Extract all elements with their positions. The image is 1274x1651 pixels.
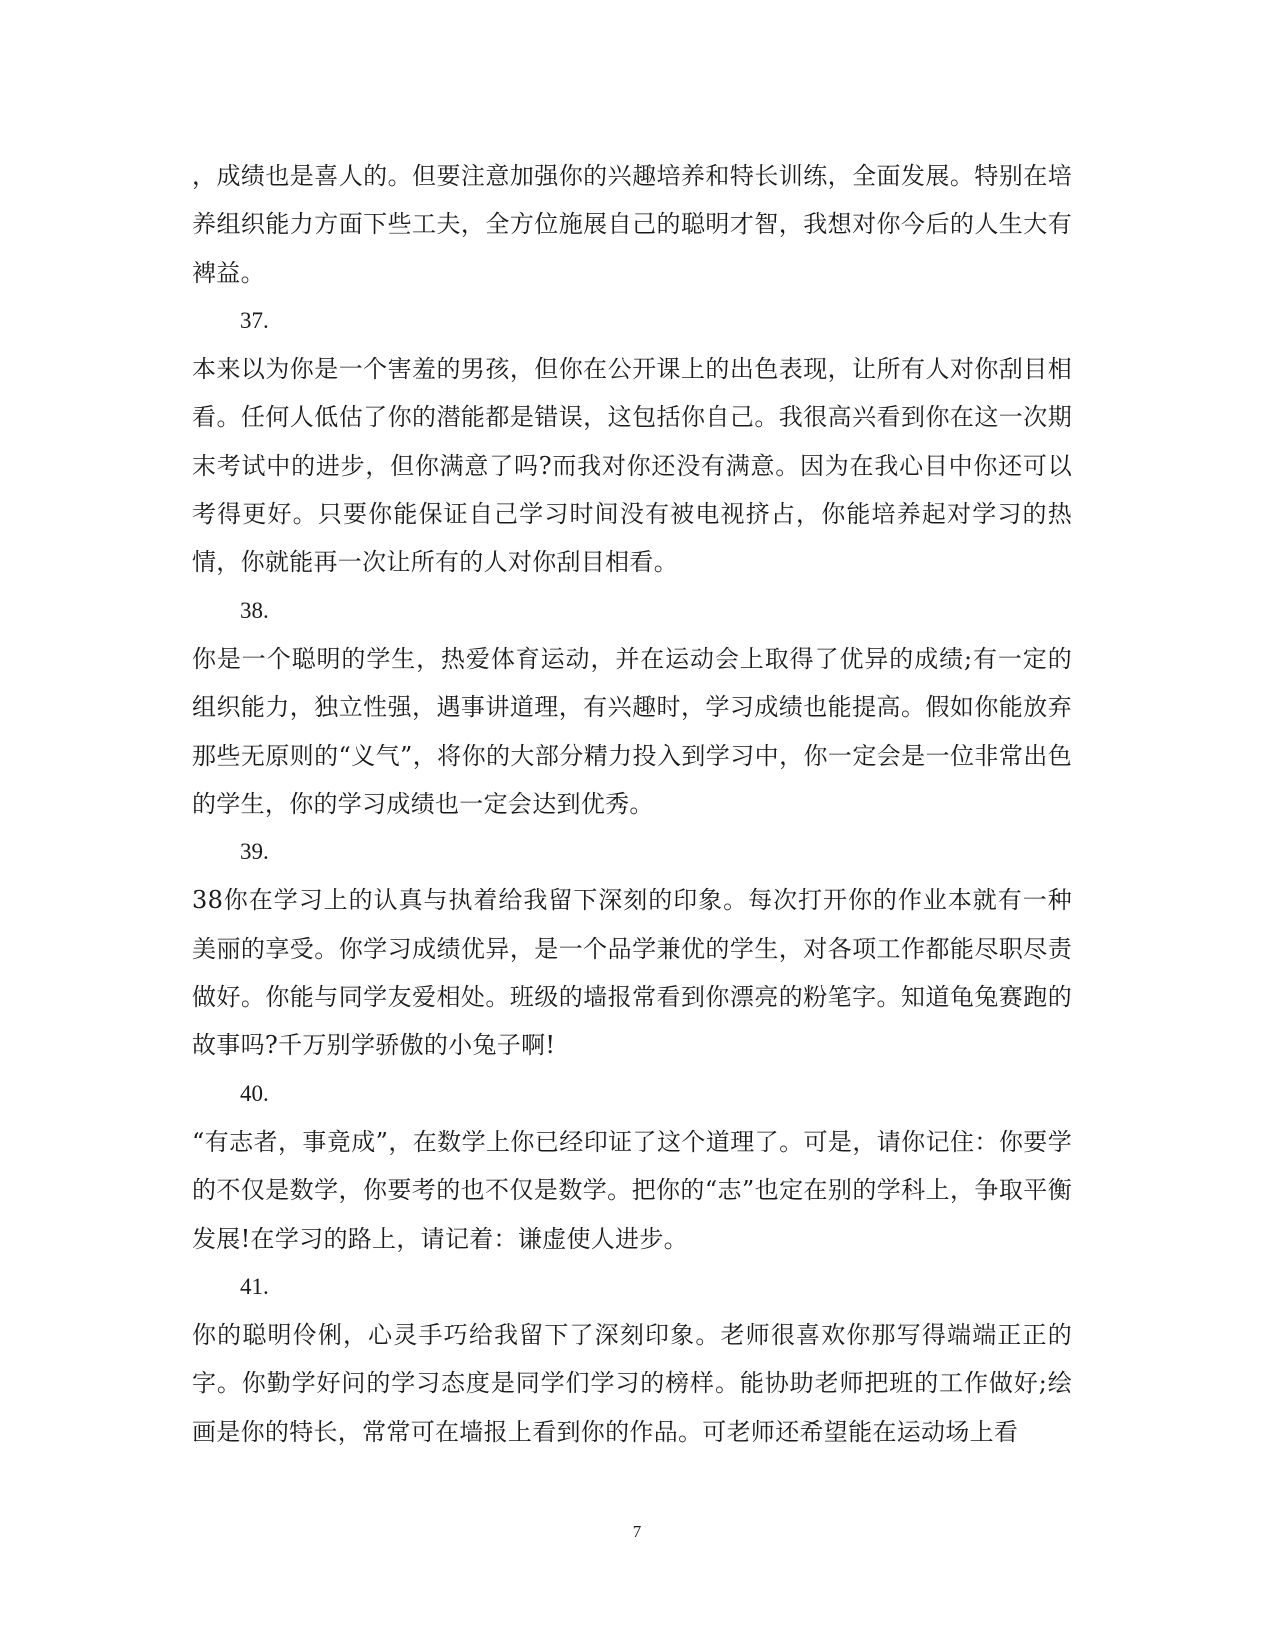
entry-text-37: 本来以为你是一个害羞的男孩，但你在公开课上的出色表现，让所有人对你刮目相看。任何人低估了你的潜能都是错误，这包括你自己。我很高兴看到你在这一次期末考试中的进步，但你满意了吗?而我对你还没有满意。因为在我心目中你还可以考得更好。只要你能保证自己学习时间没有被电视挤占，你能培养起对学习的热情，你就能再一次让所有的人对你刮目相看。 (192, 355, 1072, 577)
entry-number-40: 40. (240, 1080, 269, 1106)
entry-text-39: 38你在学习上的认真与执着给我留下深刻的印象。每次打开你的作业本就有一种美丽的享受。你学习成绩优异，是一个品学兼优的学生，对各项工作都能尽职尽责做好。你能与同学友爱相处。班级的墙报常看到你漂亮的粉笔字。知道龟兔赛跑的故事吗?千万别学骄傲的小兔子啊! (192, 886, 1072, 1060)
entry-text-41: 你的聪明伶俐，心灵手巧给我留下了深刻印象。老师很喜欢你那写得端端正正的字。你勤学好问的学习态度是同学们学习的榜样。能协助老师把班的工作做好;绘画是你的特长，常常可在墙报上看到你的作品。可老师还希望能在运动场上看 (192, 1321, 1072, 1446)
entry-number-37: 37. (240, 307, 269, 333)
entry-text-40: “有志者，事竟成”，在数学上你已经印证了这个道理了。可是，请你记住：你要学的不仅是数学，你要考的也不仅是数学。把你的“志”也定在别的学科上，争取平衡发展!在学习的路上，请记着：谦虚使人进步。 (192, 1127, 1072, 1253)
page-number: 7 (632, 1522, 642, 1541)
intro-paragraph: ，成绩也是喜人的。但要注意加强你的兴趣培养和特长训练，全面发展。特别在培养组织能力方面下些工夫，全方位施展自己的聪明才智，我想对你今后的人生大有裨益。 (192, 162, 1072, 287)
entry-text-38: 你是一个聪明的学生，热爱体育运动，并在运动会上取得了优异的成绩;有一定的组织能力，独立性强，遇事讲道理，有兴趣时，学习成绩也能提高。假如你能放弃那些无原则的“义气”，将你的大部分精力投入到学习中，你一定会是一位非常出色的学生，你的学习成绩也一定会达到优秀。 (192, 644, 1072, 818)
entry-number-39: 39. (240, 839, 269, 865)
entry-number-38: 38. (240, 597, 269, 623)
entry-number-41: 41. (240, 1273, 269, 1299)
document-body (192, 152, 1072, 1456)
